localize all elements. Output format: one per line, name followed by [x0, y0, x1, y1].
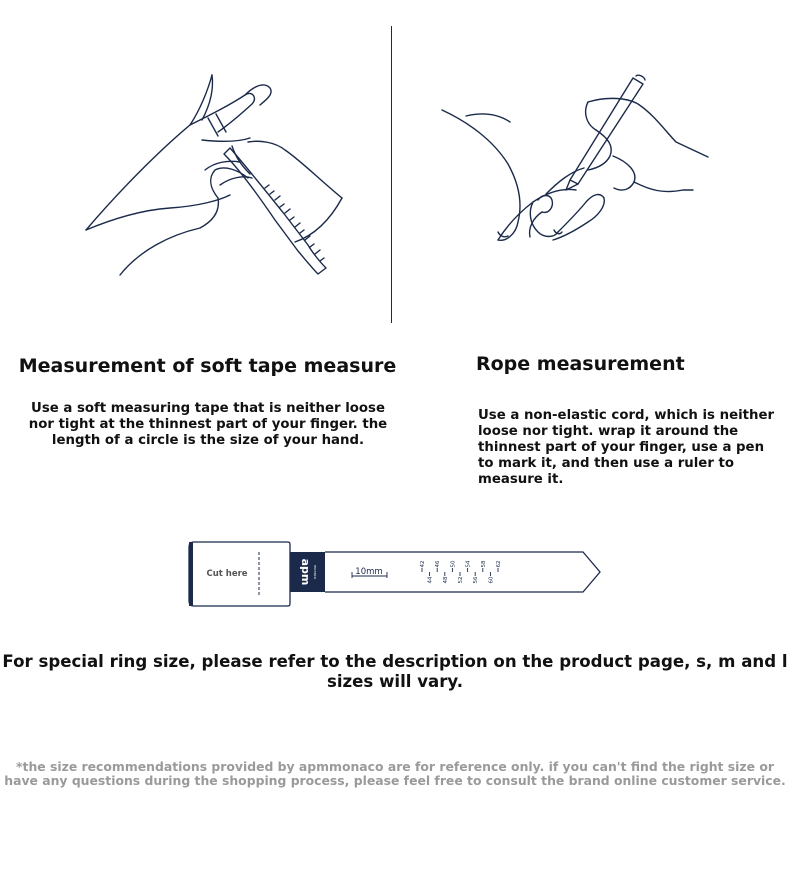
size-label: 48 [442, 576, 449, 584]
rope-pen-hand-illustration [438, 72, 713, 257]
size-label: 42 [420, 560, 426, 568]
size-label: 62 [496, 560, 502, 568]
size-label: 58 [480, 560, 487, 568]
soft-tape-description: Use a soft measuring tape that is neither loose nor tight at the thinnest part of your finger. the length of a circle is the size of your hand. [28, 401, 388, 448]
brand-logo: apm [299, 558, 312, 586]
scale-label: 10mm [355, 567, 383, 577]
soft-tape-heading: Measurement of soft tape measure [18, 355, 397, 377]
size-label: 44 [427, 576, 434, 584]
size-label: 52 [458, 576, 464, 584]
ring-sizer-ruler [186, 540, 606, 610]
rope-description: Use a non-elastic cord, which is neither loose nor tight. wrap it around the thinnest part of your finger, use a pen to mark it, and then use a ruler to measure it. [478, 408, 775, 487]
ruler-left-edge [189, 542, 193, 606]
size-label: 50 [450, 560, 457, 568]
special-size-note: For special ring size, please refer to the description on the product page, s, m and l sizes will vary. [2, 652, 788, 691]
section-divider [391, 26, 392, 323]
tape-measure-hand-illustration [80, 70, 360, 285]
size-label: 56 [473, 576, 480, 584]
size-label: 46 [435, 560, 442, 568]
disclaimer-text: *the size recommendations provided by apmmonaco are for reference only. if you can't find the right size or have any questions during the shopping process, please feel free to consult the brand online customer service. [4, 759, 786, 788]
size-label: 54 [465, 560, 472, 568]
rope-heading: Rope measurement [476, 353, 685, 375]
size-label: 60 [488, 576, 495, 584]
brand-sub: monaco [313, 565, 317, 579]
cut-here-label: Cut here [206, 569, 248, 579]
